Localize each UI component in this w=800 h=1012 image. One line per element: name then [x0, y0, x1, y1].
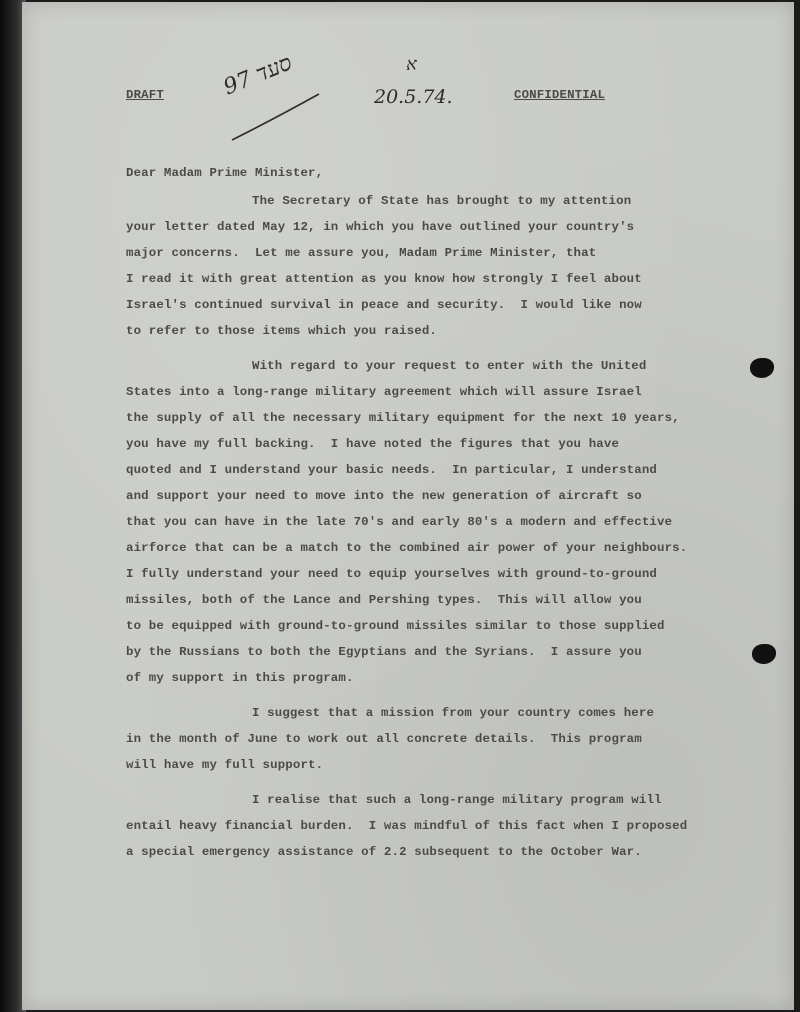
text-line: airforce that can be a match to the combined air power of your neighbours.	[126, 541, 688, 555]
text-line: I realise that such a long-range military program will	[252, 793, 662, 807]
text-line: and support your need to move into the new generation of aircraft so	[126, 489, 642, 503]
text-line: Israel's continued survival in peace and security. I would like now	[126, 298, 642, 312]
text-line: to refer to those items which you raised.	[126, 324, 438, 338]
text-line: The Secretary of State has brought to my attention	[252, 194, 632, 208]
text-line: the supply of all the necessary military equipment for the next 10 years,	[126, 411, 680, 425]
text-line: quoted and I understand your basic needs. In particular, I understand	[126, 463, 657, 477]
text-line: I read it with great attention as you know how strongly I feel about	[126, 272, 642, 286]
text-line: missiles, both of the Lance and Pershing types. This will allow you	[126, 593, 642, 607]
draft-label: DRAFT	[126, 88, 164, 102]
text-line: of my support in this program.	[126, 671, 354, 685]
text-line: With regard to your request to enter with the United	[252, 359, 647, 373]
handwritten-underline-stroke	[227, 90, 327, 146]
text-line: I suggest that a mission from your country comes here	[252, 706, 655, 720]
text-line: I fully understand your need to equip yourselves with ground-to-ground	[126, 567, 657, 581]
handwritten-date: 20.5.74.	[374, 86, 453, 108]
salutation: Dear Madam Prime Minister,	[126, 166, 324, 180]
punch-hole	[752, 644, 776, 664]
text-line: States into a long-range military agreement which will assure Israel	[126, 385, 642, 399]
text-line: in the month of June to work out all concrete details. This program	[126, 732, 642, 746]
text-line: you have my full backing. I have noted the figures that you have	[126, 437, 620, 451]
confidential-label: CONFIDENTIAL	[514, 88, 606, 102]
handwritten-file-number: 97 סעד	[220, 50, 296, 101]
document-page	[22, 2, 794, 1010]
text-line: entail heavy financial burden. I was mindful of this fact when I proposed	[126, 819, 688, 833]
text-line: a special emergency assistance of 2.2 subsequent to the October War.	[126, 845, 642, 859]
text-line: major concerns. Let me assure you, Madam Prime Minister, that	[126, 246, 597, 260]
punch-hole	[750, 358, 774, 378]
text-line: your letter dated May 12, in which you have outlined your country's	[126, 220, 635, 234]
text-line: by the Russians to both the Egyptians and the Syrians. I assure you	[126, 645, 642, 659]
text-line: that you can have in the late 70's and early 80's a modern and effective	[126, 515, 673, 529]
text-line: will have my full support.	[126, 758, 324, 772]
handwritten-mark: א	[406, 54, 417, 75]
text-line: to be equipped with ground-to-ground missiles similar to those supplied	[126, 619, 665, 633]
